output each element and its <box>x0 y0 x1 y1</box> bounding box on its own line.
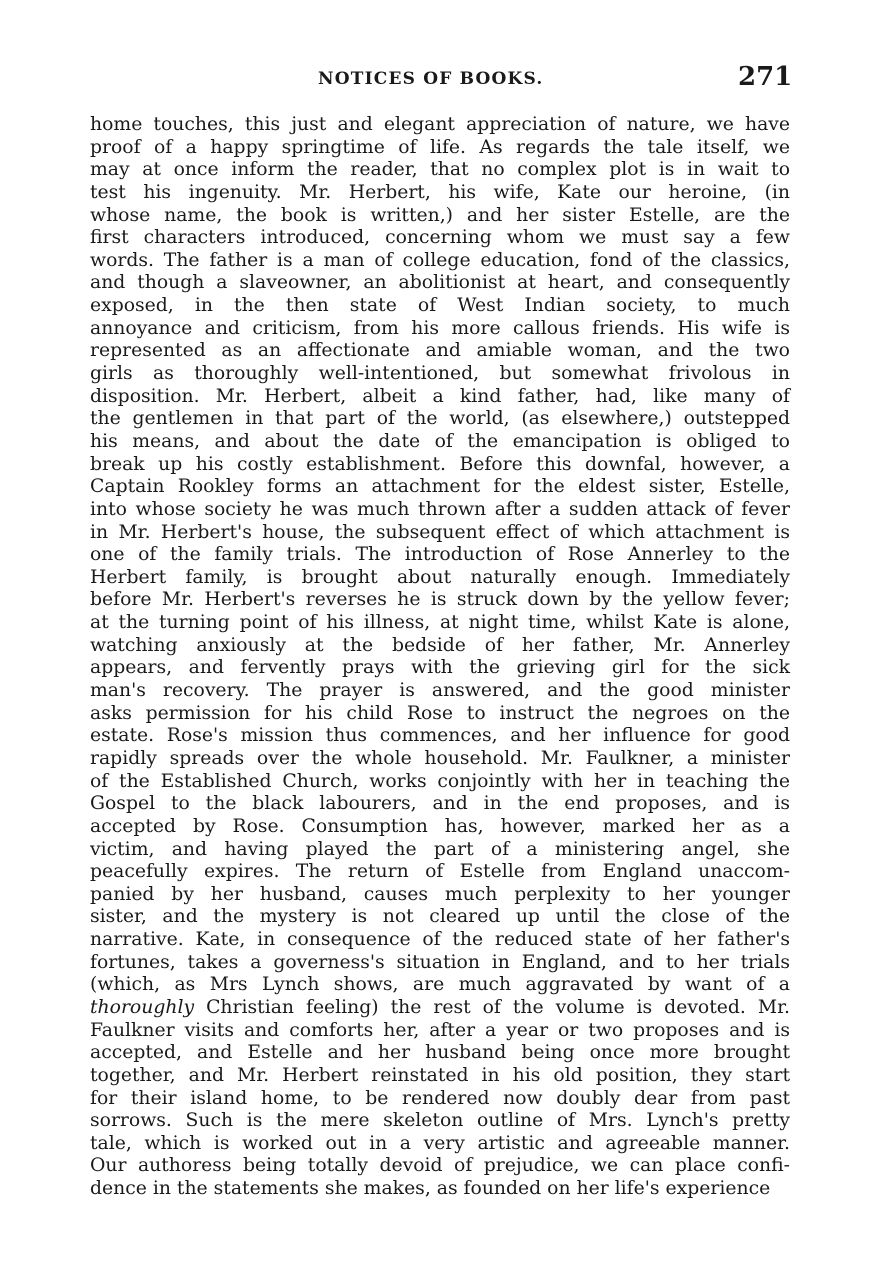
text-line: girls as thoroughly well-intentioned, but somewhat frivolous in <box>90 363 790 385</box>
text-line: rapidly spreads over the whole household. Mr. Faulkner, a minister <box>90 747 790 769</box>
text-line: fortunes, takes a governess's situation in England, and to her trials <box>90 951 790 973</box>
text-line: asks permission for his child Rose to instruct the negroes on the <box>90 702 790 724</box>
text-line: Gospel to the black labourers, and in the end proposes, and is <box>90 793 790 815</box>
text-line: accepted, and Estelle and her husband being once more brought <box>90 1042 790 1064</box>
text-line: in Mr. Herbert's house, the subsequent effect of which attachment is <box>90 521 790 543</box>
text-line: Our authoress being totally devoid of prejudice, we can place confi- <box>90 1155 790 1177</box>
text-line: Faulkner visits and comforts her, after a year or two proposes and is <box>90 1019 790 1041</box>
text-line: appears, and fervently prays with the grieving girl for the sick <box>90 657 790 679</box>
text-line: one of the family trials. The introduction of Rose Annerley to the <box>90 544 790 566</box>
text-line: of the Established Church, works conjointly with her in teaching the <box>90 770 790 792</box>
text-line: Captain Rookley forms an attachment for the eldest sister, Estelle, <box>90 476 790 498</box>
text-line-italic <box>90 997 790 1020</box>
text-line: break up his costly establishment. Before this downfal, however, a <box>90 453 790 475</box>
text-line: for their island home, to be rendered now doubly dear from past <box>90 1087 790 1109</box>
running-title: NOTICES OF BOOKS. <box>318 69 544 89</box>
text-line: Herbert family, is brought about naturally enough. Immediately <box>90 566 790 588</box>
text-line: disposition. Mr. Herbert, albeit a kind father, had, like many of <box>90 385 790 407</box>
text-line: annoyance and criticism, from his more callous friends. His wife is <box>90 317 790 339</box>
page-number: 271 <box>738 62 793 92</box>
text-line: watching anxiously at the bedside of her father, Mr. Annerley <box>90 634 790 656</box>
text-line: (which, as Mrs Lynch shows, are much aggravated by want of a <box>90 974 790 996</box>
text-line: victim, and having played the part of a ministering angel, she <box>90 838 790 860</box>
text-line: home touches, this just and elegant appreciation of nature, we have <box>90 114 790 135</box>
text-line: panied by her husband, causes much perplexity to her younger <box>90 883 790 905</box>
text-line: together, and Mr. Herbert reinstated in his old position, they start <box>90 1064 790 1086</box>
text-line: sister, and the mystery is not cleared up until the close of the <box>90 906 790 928</box>
text-line: man's recovery. The prayer is answered, and the good minister <box>90 680 790 702</box>
text-line: represented as an affectionate and amiable woman, and the two <box>90 340 790 362</box>
body-text <box>90 114 790 1201</box>
text-line: test his ingenuity. Mr. Herbert, his wife, Kate our heroine, (in <box>90 181 790 203</box>
text-line: sorrows. Such is the mere skeleton outline of Mrs. Lynch's pretty <box>90 1110 790 1132</box>
text-line: estate. Rose's mission thus commences, and her influence for good <box>90 725 790 747</box>
text-line: narrative. Kate, in consequence of the reduced state of her father's <box>90 929 790 951</box>
text-line: whose name, the book is written,) and her sister Estelle, are the <box>90 204 790 226</box>
text-line: dence in the statements she makes, as founded on her life's experience <box>90 1178 771 1200</box>
text-line: before Mr. Herbert's reverses he is struck down by the yellow fever; <box>90 589 790 611</box>
text-line: tale, which is worked out in a very artistic and agreeable manner. <box>90 1132 790 1154</box>
text-line: words. The father is a man of college education, fond of the classics, <box>90 249 790 271</box>
text-line: his means, and about the date of the emancipation is obliged to <box>90 430 790 452</box>
text-line: at the turning point of his illness, at night time, whilst Kate is alone, <box>90 612 790 634</box>
text-line: peacefully expires. The return of Estelle from England unaccom- <box>90 861 790 883</box>
italic-line-rest: Christian feeling) the rest of the volume is devoted. Mr. <box>194 996 790 1018</box>
page-header <box>0 62 882 96</box>
text-line: exposed, in the then state of West Indian society, to much <box>90 295 790 317</box>
italic-emphasis: thoroughly <box>90 996 195 1018</box>
text-line: proof of a happy springtime of life. As regards the tale itself, we <box>90 136 790 158</box>
text-line: into whose society he was much thrown after a sudden attack of fever <box>90 498 790 520</box>
text-line: first characters introduced, concerning whom we must say a few <box>90 227 790 249</box>
text-line: accepted by Rose. Consumption has, however, marked her as a <box>90 815 790 837</box>
text-line: and though a slaveowner, an abolitionist at heart, and consequently <box>90 272 790 294</box>
text-line: the gentlemen in that part of the world, (as elsewhere,) outstepped <box>90 408 790 430</box>
text-line: may at once inform the reader, that no complex plot is in wait to <box>90 159 790 181</box>
